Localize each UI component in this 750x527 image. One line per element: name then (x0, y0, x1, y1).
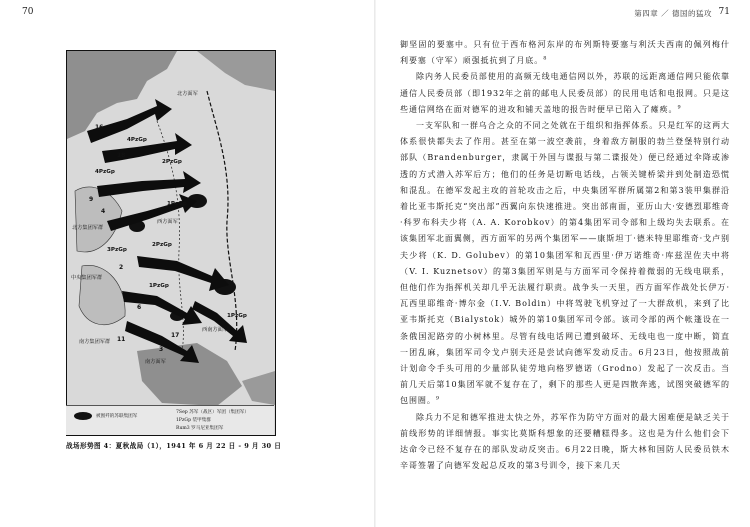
paragraph-3 (400, 118, 730, 410)
label-southwest-front: 西南方面军 (202, 327, 228, 333)
label-pzgp-4: 2PzGp (152, 242, 172, 248)
label-pzgp-7: 4PzGp (127, 137, 147, 143)
label-south-front: 南方面军 (145, 359, 166, 365)
paragraph-1-text: 御坚固的要塞中。只有位于西布格河东岸的布列斯特要塞与利沃夫西南的佩列梅什利要塞（守军）顽强抵抗到了月底。 (400, 40, 730, 66)
map-graphic (67, 51, 275, 435)
label-16: 16 (95, 124, 104, 131)
label-army-group-north: 北方集团军群 (72, 225, 104, 231)
paragraph-4-text: 除兵力不足和德军推进太快之外，苏军作为防守方面对的最大困难便是缺乏关于前线形势的详细情报。事实比莫斯科想象的还要糟糕得多。这也是为什么他们会下达命令已经不复存在的部队发动反突击。6月22日晚，斯大林和国防人民委员铁木辛哥签署了向德军发起总反攻的第3号训令，接下来几天 (400, 412, 730, 471)
left-page-number: 70 (22, 7, 34, 17)
label-army-group-center: 中央集团军群 (71, 275, 103, 281)
legend-swatch-label: 被围歼的苏联集团军 (96, 414, 138, 419)
legend-item-2: 1PzGp 装甲集群 (176, 418, 211, 423)
label-2: 2 (119, 264, 124, 271)
arrow-south-2 (122, 291, 202, 325)
azov-sea (242, 371, 275, 405)
map-legend (66, 405, 274, 435)
label-pzgp-5: 1PzGp (149, 283, 169, 289)
label-4: 4 (101, 208, 106, 215)
book-gutter (374, 0, 376, 527)
body-text (400, 37, 730, 474)
paragraph-2-text: 除内务人民委员部使用的高频无线电通信网以外，苏联的远距离通信网只能依靠通信人民委员部（即1932年之前的邮电人民委员部）的民用电话和电报网。只是这些通信网络在面对德军的进攻和铺天盖地的报告时便早已陷入了瘫痪。 (400, 72, 730, 114)
label-11: 11 (117, 336, 126, 343)
gulf-of-finland (197, 51, 275, 91)
paragraph-2 (400, 69, 730, 118)
paragraph-4 (400, 410, 730, 475)
label-pzgp-2: 2PzGp (162, 159, 182, 165)
label-3: 3 (159, 346, 164, 353)
label-army-group-south: 南方集团军群 (79, 339, 111, 345)
label-west-front: 西方面军 (157, 219, 178, 225)
footnote-mark-2: 9 (677, 104, 682, 111)
label-baltic-front: 北方面军 (177, 91, 198, 97)
footnote-mark-3: 9 (435, 395, 440, 402)
label-pzgp-6: 1PzGp (227, 313, 247, 319)
label-9: 9 (89, 196, 94, 203)
paragraph-3-text: 一支军队和一群乌合之众的不同之处就在于组织和指挥体系。只是红军的这两大体系很快都失去了作用。甚至在第一波空袭前，身着敌方制服的勃兰登堡特别行动部队（Brandenburger，隶属于外国与谍报与第二谍报处）便已经通过伞降或渗透的方式潜入苏军后方；他们的任务是切断电话线，占领关键桥梁并到处制造恐慌和混乱。在德军发起主攻的首轮攻击之后，中央集团军群所属第2和第3装甲集群沿着比亚韦斯托克“突出部”西翼向东快速推进。突出部南面，亚历山大·安德烈耶维奇·科罗布科夫少将（A. A. Korobkov）的第4集团军司令部和上级均失去联系。在该集团军北面翼侧，西方面军的另两个集团军——康斯坦丁·德米特里耶维奇·戈卢别夫少将（K. D. Golubev）的第10集团军和瓦西里·伊万诺维奇·库兹涅佐夫中将（V. I. Kuznetsov）的第3集团军则是与方面军司令保持着微弱的无线电联系，但他们作为指挥机关却几乎无法履行职责。战争头一天里，西方面军作战处长伊万·瓦西里耶维奇·博尔金（I.V. Boldin）中将驾驶飞机穿过了一大群敌机，来到了比亚韦斯托克（Bialystok）城外的第10集团军司令部。该司令部的两个帐篷设在一条俄国泥路旁的小树林里。尽管有线电话网已遭到破坏、无线电也一度中断，简直一团乱麻，集团军司令戈卢别夫还是尝试向德军发动反击。6月23日，他按照战前计划命令手头可用的少量部队徒劳地向格罗德诺（Grodno）发起了一次反击。当前几天后第10集团军就不复存在了，剩下的那些人更是四散奔逃，试图突破德军的包围圈。 (400, 121, 730, 406)
label-pzgp-3: 1PzGp (167, 201, 187, 207)
map-caption: 战场形势图 4：夏秋战局（1），1941 年 6 月 22 日 - 9 月 30 日 (66, 442, 282, 450)
label-18: 18 (117, 152, 126, 159)
right-page-number: 71 (718, 7, 730, 17)
label-17: 17 (171, 332, 180, 339)
running-header: 第四章 ／ 德国的猛攻 (634, 9, 712, 18)
paragraph-1 (400, 37, 730, 69)
legend-item-3: Rum3 罗马尼亚集团军 (176, 426, 224, 431)
footnote-mark-1: 8 (543, 55, 548, 62)
legend-item-1: 7Sep 苏军（战区）军团（集团军） (176, 410, 249, 415)
campaign-map (66, 50, 276, 436)
label-pzgp-8: 3PzGp (107, 247, 127, 253)
legend-encirclement-swatch (74, 412, 92, 420)
label-pzgp-1: 4PzGp (95, 169, 115, 175)
label-6: 6 (137, 304, 142, 311)
